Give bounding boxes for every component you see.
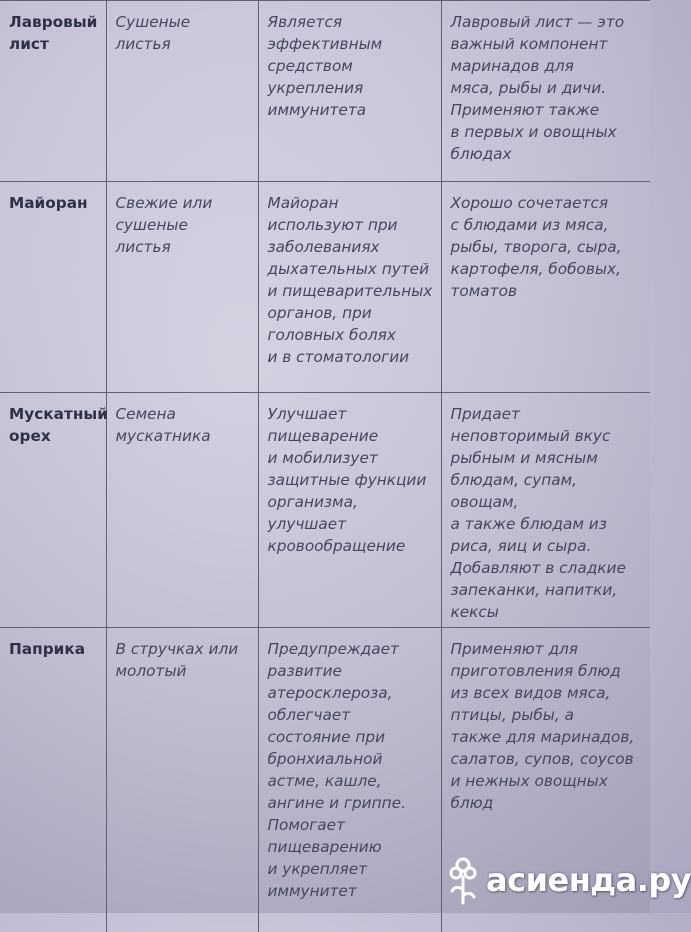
usage-cell: Придает неповторимый вкус рыбным и мясным блюдам, супам, овощам, а также блюдам из риса, яиц и сыра. Добавляют в сладкие запеканки, напитки, кексы [441, 393, 650, 628]
benefit-cell: Является эффективным средством укрепления иммунитета [258, 1, 441, 182]
form-cell: Свежие или сушеные листья [106, 182, 258, 393]
form-cell: В стручках или молотый [106, 628, 258, 932]
usage-cell: Хорошо сочетается с блюдами из мяса, рыбы, творога, сыра, картофеля, бобовых, томатов [441, 182, 650, 393]
watermark-text: асиенда.ру [486, 861, 691, 899]
flower-logo-icon [446, 853, 480, 907]
usage-cell: Применяют для приготовления блюд из всех видов мяса, птицы, рыбы, а также для маринадов, салатов, супов, соусов и нежных овощных блюд [441, 628, 650, 932]
benefit-cell: Улучшает пищеварение и мобилизует защитные функции организма, улучшает кровообращение [258, 393, 441, 628]
table-row [0, 393, 650, 628]
spice-name-cell: Лавровый лист [0, 1, 106, 182]
spice-name-cell: Майоран [0, 182, 106, 393]
table-row [0, 182, 650, 393]
form-cell: Семена мускатника [106, 393, 258, 628]
benefit-cell: Майоран используют при заболеваниях дыхательных путей и пищеварительных органов, при головных болях и в стоматологии [258, 182, 441, 393]
spice-name-cell: Мускатный орех [0, 393, 106, 628]
watermark [446, 850, 691, 910]
benefit-cell: Предупреждает развитие атеросклероза, облегчает состояние при бронхиальной астме, кашле, ангине и гриппе. Помогает пищеварению и укрепляет иммунитет [258, 628, 441, 932]
form-cell: Сушеные листья [106, 1, 258, 182]
spice-name-cell: Паприка [0, 628, 106, 932]
table-row [0, 1, 650, 182]
usage-cell: Лавровый лист — это важный компонент маринадов для мяса, рыбы и дичи. Применяют также в первых и овощных блюдах [441, 1, 650, 182]
